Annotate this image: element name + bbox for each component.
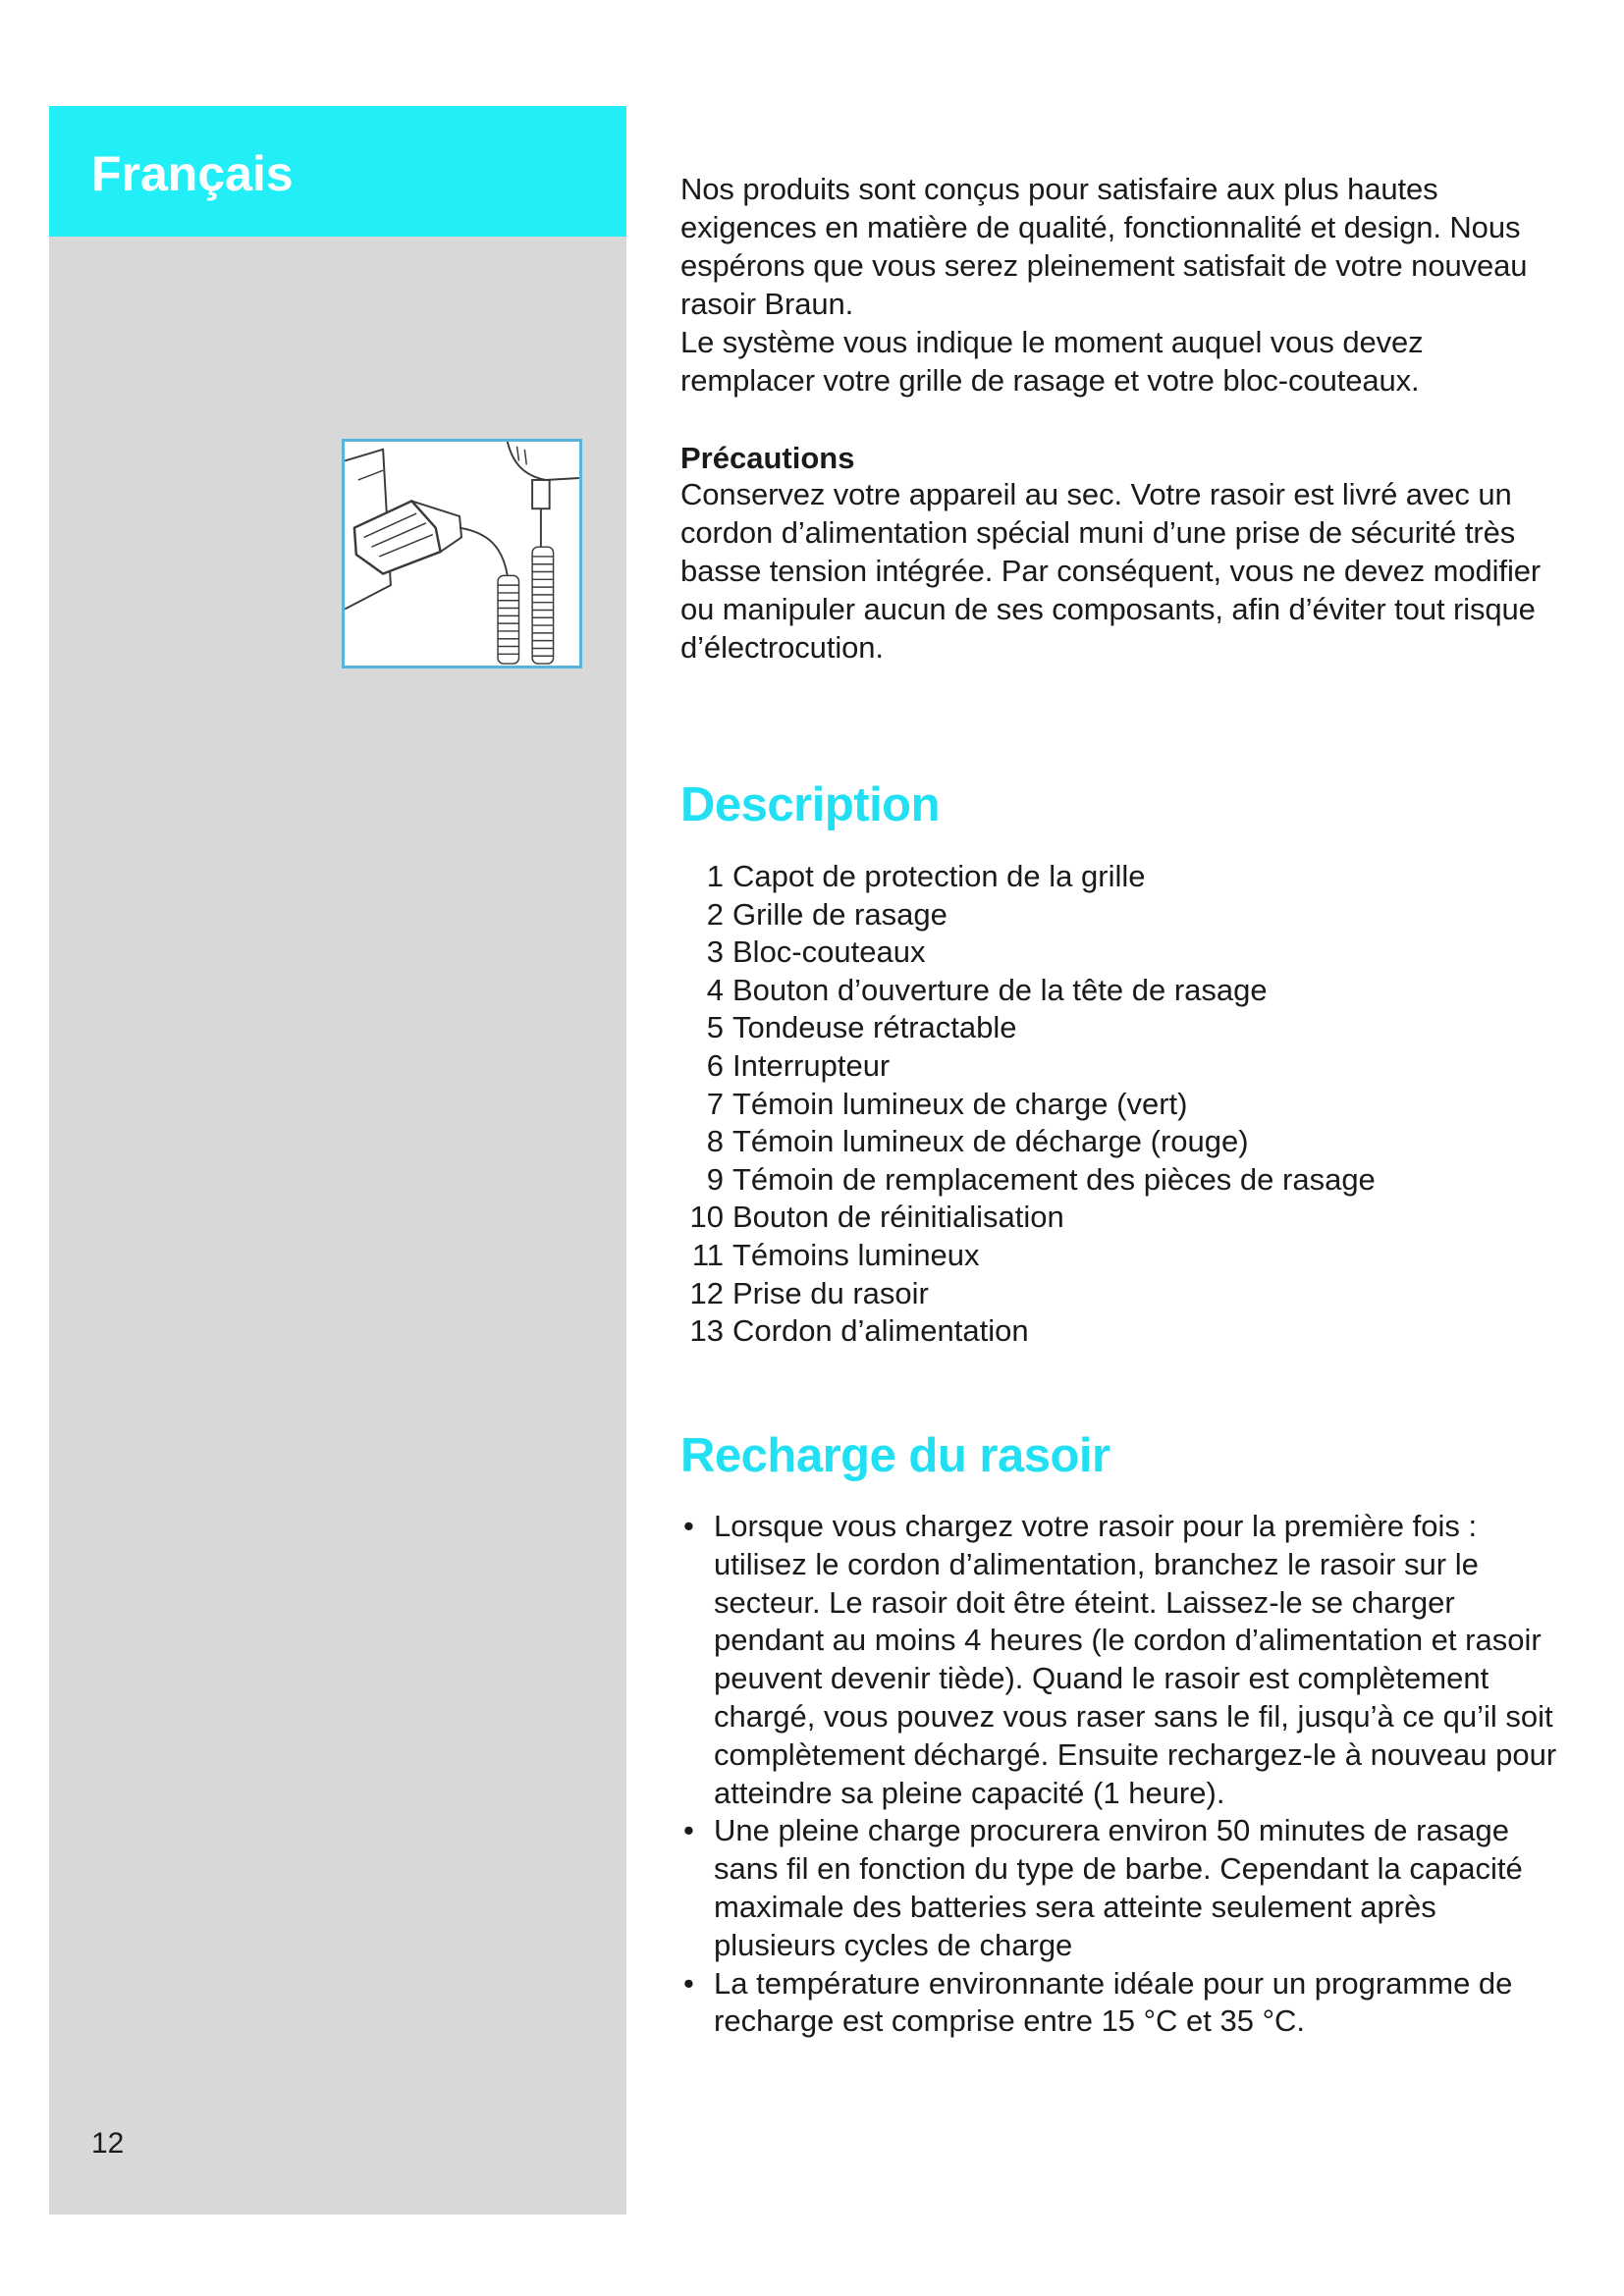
recharge-title: Recharge du rasoir: [680, 1429, 1110, 1482]
item-label: Capot de protection de la grille: [732, 859, 1146, 893]
item-number: 7: [706, 1086, 724, 1121]
list-item: [680, 972, 1376, 1010]
page-number: 12: [91, 2127, 125, 2160]
intro-paragraph: Nos produits sont conçus pour satisfaire aux plus hautes exigences en matière de qualité, fonctionnalité et design. Nous espérons que vous serez pleinement satisfait de votre nouveau rasoir Braun.: [680, 172, 1528, 321]
list-item: [680, 1123, 1376, 1161]
item-number: 11: [691, 1237, 724, 1272]
bullet-icon: •: [683, 1965, 694, 2001]
sidebar: [49, 106, 626, 2215]
item-label: Bloc-couteaux: [732, 934, 926, 970]
bullet-text: Une pleine charge procurera environ 50 minutes de rasage sans fil en fonction du type de barbe. Cependant la capacité maximale des batteries sera atteinte seulement après plusieurs cycles de charge: [714, 1813, 1523, 1962]
list-item: [680, 1161, 1376, 1200]
item-label: Témoins lumineux: [732, 1237, 980, 1272]
list-item: [680, 1965, 1564, 2042]
item-number: 12: [689, 1275, 724, 1310]
intro-section: [680, 170, 1564, 400]
item-number: 5: [706, 1010, 724, 1045]
list-item: [680, 858, 1376, 896]
item-label: Témoin lumineux de décharge (rouge): [732, 1124, 1249, 1159]
item-label: Tondeuse rétractable: [732, 1010, 1017, 1045]
item-number: 2: [706, 896, 724, 932]
item-label: Bouton d’ouverture de la tête de rasage: [732, 972, 1268, 1007]
item-number: 8: [706, 1124, 724, 1159]
precautions-title: Précautions: [680, 441, 855, 475]
item-label: Bouton de réinitialisation: [732, 1200, 1064, 1235]
list-item: [680, 1312, 1376, 1351]
list-item: [680, 896, 1376, 934]
plug-cord-icon: [342, 439, 582, 668]
bullet-text: La température environnante idéale pour un programme de recharge est comprise entre 15 °C et 35 °C.: [714, 1965, 1513, 2039]
list-item: [680, 1086, 1376, 1124]
list-item: [680, 1047, 1376, 1086]
precautions-body: Conservez votre appareil au sec. Votre rasoir est livré avec un cordon d’alimentation spécial muni d’une prise de sécurité très basse tension intégrée. Par conséquent, vous ne devez modifier ou manipuler aucun de ses composants, afin d’éviter tout risque d’électrocution.: [680, 477, 1542, 665]
recharge-list: [680, 1508, 1564, 2041]
list-item: [680, 1812, 1564, 1964]
bullet-icon: •: [683, 1509, 694, 1543]
list-item: [680, 1508, 1564, 1812]
item-number: 9: [706, 1161, 724, 1197]
description-title: Description: [680, 778, 941, 831]
item-number: 6: [706, 1047, 724, 1083]
list-item: [680, 1009, 1376, 1047]
item-label: Prise du rasoir: [732, 1275, 929, 1310]
item-label: Interrupteur: [732, 1047, 891, 1083]
item-number: 3: [706, 934, 724, 970]
list-item: [680, 1237, 1376, 1275]
item-number: 10: [689, 1200, 724, 1235]
list-item: [680, 934, 1376, 972]
list-item: [680, 1275, 1376, 1313]
item-label: Témoin de remplacement des pièces de rasage: [732, 1161, 1376, 1197]
item-number: 4: [706, 972, 724, 1007]
description-list: [680, 858, 1376, 1351]
bullet-text: Lorsque vous chargez votre rasoir pour la première fois : utilisez le cordon d’alimentation, branchez le rasoir sur le secteur. Le rasoir doit être éteint. Laissez-le se charger pendant au moins 4 heures (le cordon d’alimentation et rasoir peuvent devenir tiède). Quand le rasoir est complètement chargé, vous pouvez vous raser sans le fil, jusqu’à ce qu’il soit complètement déchargé. Ensuite rechargez-le à nouveau pour atteindre sa pleine capacité (1 heure).: [714, 1509, 1557, 1810]
item-label: Cordon d’alimentation: [732, 1313, 1029, 1349]
item-number: 13: [689, 1313, 724, 1349]
item-label: Témoin lumineux de charge (vert): [732, 1086, 1188, 1121]
language-title: Français: [91, 146, 294, 201]
item-label: Grille de rasage: [732, 896, 947, 932]
item-number: 1: [706, 859, 724, 893]
intro-paragraph: Le système vous indique le moment auquel vous devez remplacer votre grille de rasage et votre bloc-couteaux.: [680, 325, 1424, 398]
bullet-icon: •: [683, 1813, 694, 1848]
list-item: [680, 1199, 1376, 1237]
